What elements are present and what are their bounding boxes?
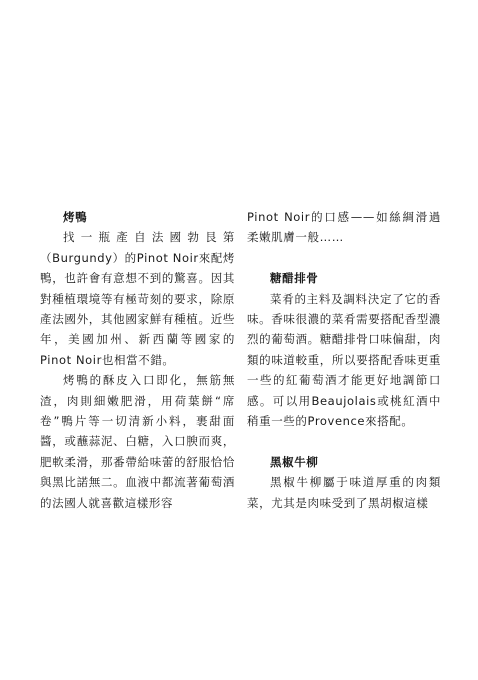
section-heading-roast-duck: 烤鴨 bbox=[63, 210, 88, 224]
section-spacer bbox=[247, 431, 441, 451]
paragraph-sweet-sour-ribs: 菜肴的主料及調料決定了它的香味。香味很濃的菜肴需要搭配香型濃烈的葡萄酒。糖醋排骨口味偏甜，肉類的味道較重，所以要搭配香味更重一些的紅葡萄酒才能更好地調節口感。可以用Beaujolais或桃紅酒中稍重一些的Provence來搭配。 bbox=[247, 291, 441, 429]
section-heading-sweet-sour-ribs: 糖醋排骨 bbox=[270, 271, 319, 286]
right-column bbox=[247, 207, 441, 513]
paragraph-continuation: Pinot Noir的口感——如絲綢滑過柔嫩肌膚一般…… bbox=[247, 210, 441, 245]
paragraph-roast-duck-description: 烤鴨的酥皮入口即化，無筋無渣，肉則細嫩肥滑，用荷葉餅“席卷”鴨片等一切清新小料，裹甜面醬，或蘸蒜泥、白糖，入口腴而爽，肥軟柔滑，那番帶給味蕾的舒服恰恰與黑比諾無二。血液中都流著葡萄酒的法國人就喜歡這樣形容 bbox=[40, 373, 235, 510]
section-heading-black-pepper-beef: 黑椒牛柳 bbox=[270, 454, 319, 469]
section-spacer bbox=[247, 248, 441, 268]
left-column bbox=[40, 207, 235, 513]
paragraph-black-pepper-beef: 黑椒牛柳屬于味道厚重的肉類菜，尤其是肉味受到了黑胡椒這樣 bbox=[247, 475, 441, 510]
paragraph-pinot-noir-intro: 找一瓶產自法國勃艮第（Burgundy）的Pinot Noir來配烤鴨，也許會有意想不到的驚喜。因其對種植環境等有極苛刻的要求，除原產法國外，其他國家鮮有種植。近些年，美國加州、新西蘭等國家的Pinot Noir也相當不錯。 bbox=[40, 230, 236, 367]
